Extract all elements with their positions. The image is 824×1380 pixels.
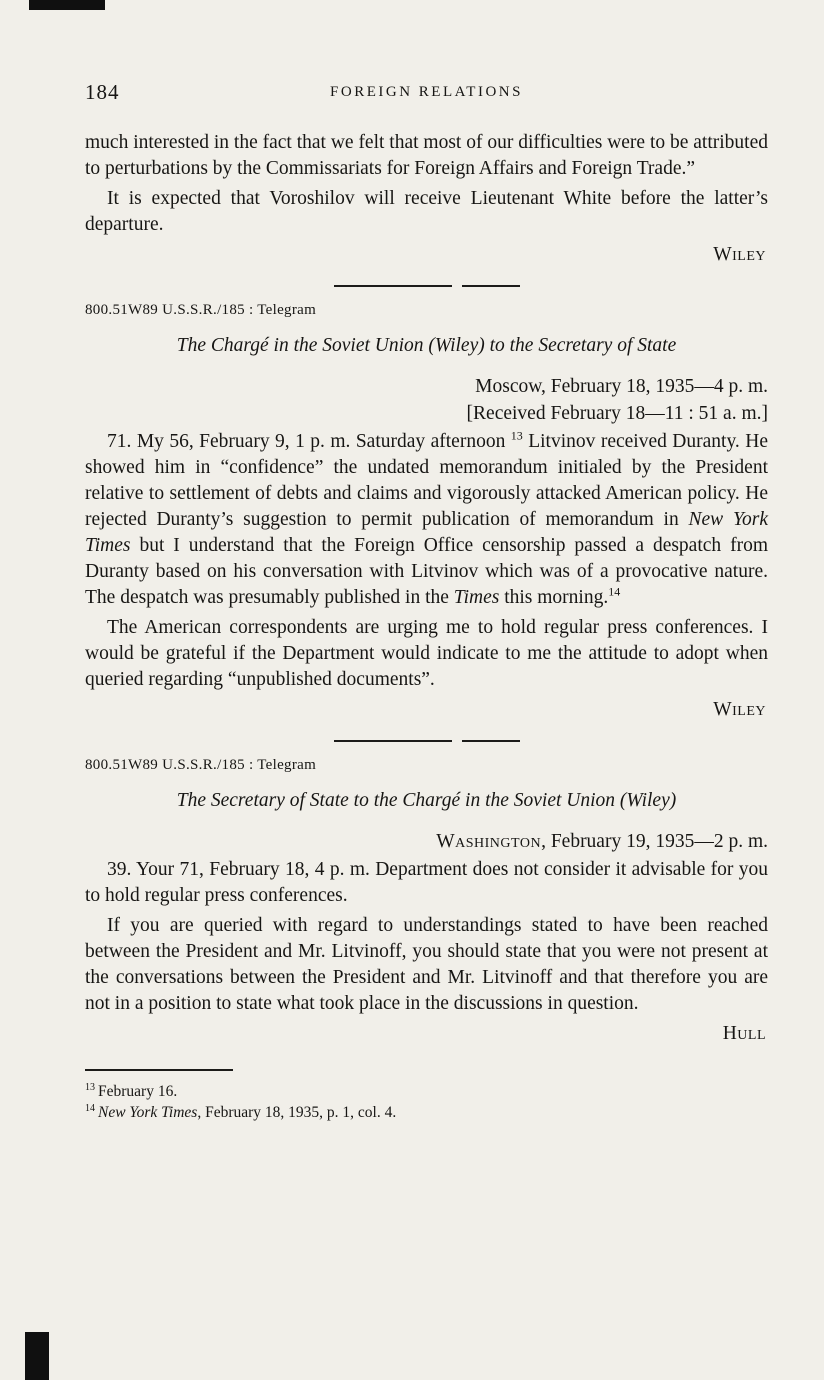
page-content <box>85 80 768 1123</box>
section-divider-1 <box>85 285 768 287</box>
footnote-13-marker: 13 <box>85 1081 95 1093</box>
divider-dash-long <box>334 285 452 287</box>
doc2-p1-seg2: Litvinov received Duranty. He showed him in “confidence” the undated memorandum initialed by the President relative to settlement of debts and claims and vigorously attacked American policy. He rejected Duranty’s suggestion to permit publication of memorandum in <box>85 431 768 530</box>
running-header: FOREIGN RELATIONS <box>330 84 523 100</box>
doc3-dateline-place: Washington <box>436 831 542 852</box>
doc2-p1-newspaper-title-short: Times <box>453 587 500 608</box>
doc1-signature-name: Wiley <box>713 244 766 265</box>
scan-artifact-top <box>29 0 105 10</box>
doc1-continuation-paragraph: much interested in the fact that we felt that most of our difficulties were to be attributed to perturbations by the Commissariats for Foreign Affairs and Foreign Trade.” <box>85 132 769 179</box>
divider-dash-short <box>462 740 520 742</box>
footnote-13 <box>85 1081 768 1102</box>
doc3-dateline <box>85 828 768 855</box>
doc3-title: The Secretary of State to the Chargé in the Soviet Union (Wiley) <box>176 790 677 811</box>
doc2-file-reference: 800.51W89 U.S.S.R./185 : Telegram <box>85 302 317 318</box>
footnote-rule <box>85 1069 233 1071</box>
page-header <box>85 80 768 106</box>
section-divider-2 <box>85 740 768 742</box>
doc3-paragraph-2: If you are queried with regard to understandings stated to have been reached between the President and Mr. Litvinoff, you should state that you were not present at the conversations between the President and Mr. Litvinoff and that therefore you are not in a position to state what took place in the discussions in question. <box>85 915 768 1014</box>
doc2-received-line: [Received February 18—11 : 51 a. m.] <box>466 403 768 424</box>
doc3-signature <box>85 1021 768 1047</box>
page-number: 184 <box>85 80 120 104</box>
doc2-p1-seg3: but I understand that the Foreign Office censorship passed a despatch from Duranty based on his conversation with Litvinov which was of a provocative nature. The despatch was presumably published in the <box>85 535 768 608</box>
doc2-signature-name: Wiley <box>713 699 766 720</box>
doc2-paragraph-1 <box>85 429 768 611</box>
footnote-13-text: February 16. <box>98 1083 178 1100</box>
footnote-14-marker: 14 <box>85 1102 95 1114</box>
doc2-signature <box>85 697 768 723</box>
doc2-dateline <box>85 373 768 427</box>
doc2-title: The Chargé in the Soviet Union (Wiley) to the Secretary of State <box>176 335 677 356</box>
doc2-p1-newspaper-title: New York Times <box>85 509 769 556</box>
doc1-paragraph-2: It is expected that Voroshilov will receive Lieutenant White before the latter’s departure. <box>85 188 768 235</box>
footnote-14 <box>85 1102 768 1123</box>
footnote-ref-14: 14 <box>608 584 621 599</box>
doc1-signature <box>85 242 768 268</box>
doc2-p1-seg4: this morning. <box>499 587 609 608</box>
doc2-paragraph-2: The American correspondents are urging me to hold regular press conferences. I would be grateful if the Department would indicate to me the attitude to adopt when queried regarding “unpublished documents”. <box>85 617 768 690</box>
footnote-14-text: , February 18, 1935, p. 1, col. 4. <box>197 1104 397 1121</box>
doc2-p1-seg1: 71. My 56, February 9, 1 p. m. Saturday afternoon <box>107 431 511 452</box>
divider-dash-long <box>334 740 452 742</box>
footnote-ref-13: 13 <box>510 428 523 443</box>
doc2-dateline-place-date: Moscow, February 18, 1935—4 p. m. <box>475 376 768 397</box>
divider-dash-short <box>462 285 520 287</box>
doc3-paragraph-1: 39. Your 71, February 18, 4 p. m. Department does not consider it advisable for you to hold regular press conferences. <box>85 859 768 906</box>
doc3-file-reference: 800.51W89 U.S.S.R./185 : Telegram <box>85 757 317 773</box>
scan-artifact-bottom <box>25 1332 49 1380</box>
doc3-dateline-date: , February 19, 1935—2 p. m. <box>541 831 768 852</box>
footnote-14-source: New York Times <box>98 1104 198 1121</box>
doc3-signature-name: Hull <box>722 1023 766 1044</box>
